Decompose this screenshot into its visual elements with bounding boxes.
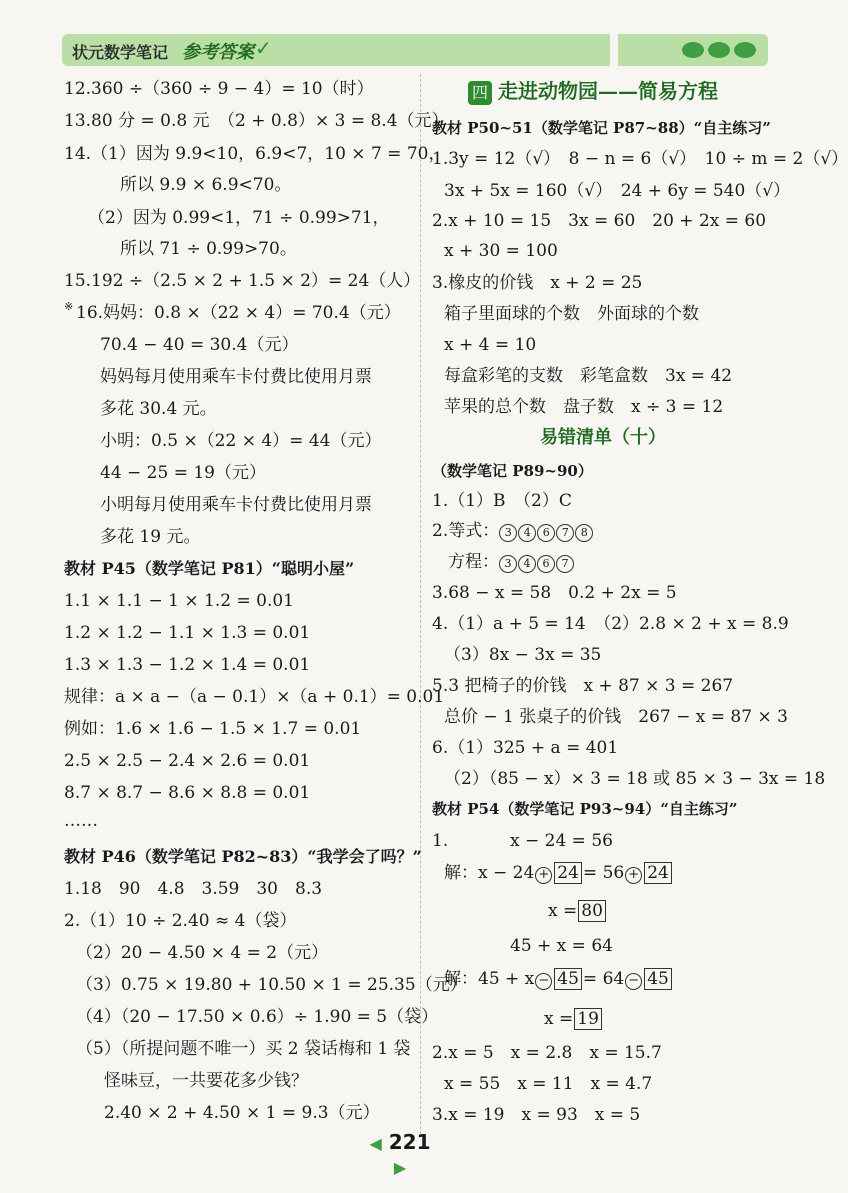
answer-line: x + 4 = 10 bbox=[444, 335, 537, 355]
boxed-number: 24 bbox=[554, 862, 582, 884]
circled-number: 8 bbox=[575, 524, 593, 542]
solution-step bbox=[444, 968, 673, 990]
equation: x − 24 = 56 bbox=[510, 831, 613, 851]
page-number-text: 221 bbox=[388, 1130, 431, 1154]
answer-14-1b: 所以 9.9 × 6.9<70。 bbox=[120, 175, 292, 195]
answer-line: 3.x = 19 x = 93 x = 5 bbox=[432, 1105, 641, 1125]
solution-text: 解：45 + x bbox=[444, 969, 535, 989]
answer-line: 5.3 把椅子的价钱 x + 87 × 3 = 267 bbox=[432, 676, 734, 696]
answer-line: 规律：a × a −（a − 0.1）×（a + 0.1）= 0.01 bbox=[64, 687, 445, 707]
section-heading: 教材 P45（数学笔记 P81）“聪明小屋” bbox=[64, 559, 355, 578]
section-heading: 教材 P46（数学笔记 P82~83）“我学会了吗？” bbox=[64, 847, 422, 866]
answer-16-f: 44 − 25 = 19（元） bbox=[100, 463, 266, 483]
answer-16-d: 多花 30.4 元。 bbox=[100, 399, 217, 419]
solution-result bbox=[544, 1008, 603, 1030]
answers-label: 参考答案 bbox=[182, 42, 254, 63]
solution-text: x = bbox=[544, 1009, 574, 1029]
answer-14-1: 14.（1）因为 9.9<10，6.9<7，10 × 7 = 70， bbox=[64, 144, 446, 164]
section-heading: 教材 P50~51（数学笔记 P87~88）“自主练习” bbox=[432, 119, 771, 137]
answer-line: 3.橡皮的价钱 x + 2 = 25 bbox=[432, 273, 643, 293]
dot-icon bbox=[708, 42, 730, 58]
circled-number: 6 bbox=[537, 524, 555, 542]
plus-icon: + bbox=[625, 867, 642, 884]
answer-line: 2.x = 5 x = 2.8 x = 15.7 bbox=[432, 1043, 662, 1063]
boxed-number: 45 bbox=[644, 968, 672, 990]
solution-step bbox=[444, 862, 673, 884]
answer-line: 2.5 × 2.5 − 2.4 × 2.6 = 0.01 bbox=[64, 751, 311, 771]
answer-line bbox=[432, 520, 594, 542]
answer-line bbox=[448, 551, 575, 573]
circled-number: 3 bbox=[499, 524, 517, 542]
answer-line: （2）（85 − x）× 3 = 18 或 85 × 3 − 3x = 18 bbox=[444, 769, 826, 789]
answer-line: 1.2 × 1.2 − 1.1 × 1.3 = 0.01 bbox=[64, 623, 311, 643]
answer-13: 13.80 分 = 0.8 元 （2 + 0.8）× 3 = 8.4（元） bbox=[64, 111, 449, 131]
answer-line: 怪味豆，一共要花多少钱？ bbox=[104, 1071, 308, 1091]
answer-14-2b: 所以 71 ÷ 0.99>70。 bbox=[120, 239, 297, 259]
plus-icon: + bbox=[535, 867, 552, 884]
answer-line: 2.x + 10 = 15 3x = 60 20 + 2x = 60 bbox=[432, 211, 767, 231]
answer-16-e: 小明：0.5 ×（22 × 4）= 44（元） bbox=[100, 431, 382, 451]
minus-icon: − bbox=[625, 973, 642, 990]
subsection-title: 易错清单（十） bbox=[540, 427, 666, 448]
answer-line: 6.（1）325 + a = 401 bbox=[432, 738, 619, 758]
answer-12: 12.360 ÷（360 ÷ 9 − 4）= 10（时） bbox=[64, 79, 374, 99]
answer-line: （3）8x − 3x = 35 bbox=[444, 645, 602, 665]
check-icon: ✓ bbox=[255, 36, 272, 60]
solution-text: 解：x − 24 bbox=[444, 863, 535, 883]
circled-number: 7 bbox=[556, 555, 574, 573]
section-number-badge: 四 bbox=[468, 81, 492, 105]
answer-14-2: （2）因为 0.99<1，71 ÷ 0.99>71， bbox=[88, 208, 390, 228]
answer-line: 1.1 × 1.1 − 1 × 1.2 = 0.01 bbox=[64, 591, 294, 611]
answer-label: 2.等式： bbox=[432, 521, 500, 541]
answer-line: 1.18 90 4.8 3.59 30 8.3 bbox=[64, 879, 323, 899]
answer-16-h: 多花 19 元。 bbox=[100, 527, 201, 547]
section-title bbox=[468, 78, 718, 106]
page-number bbox=[360, 1130, 440, 1178]
answer-line: 1.3y = 12（√） 8 − n = 6（√） 10 ÷ m = 2（√） bbox=[432, 149, 848, 169]
answer-line: （3）0.75 × 19.80 + 10.50 × 1 = 25.35（元） bbox=[76, 975, 467, 995]
answer-line: 1.（1）B （2）C bbox=[432, 491, 572, 511]
answer-line: 2.（1）10 ÷ 2.40 ≈ 4（袋） bbox=[64, 911, 297, 931]
answer-line: 3x + 5x = 160（√） 24 + 6y = 540（√） bbox=[444, 181, 791, 201]
answer-line: 每盒彩笔的支数 彩笔盒数 3x = 42 bbox=[444, 366, 733, 386]
boxed-number: 19 bbox=[574, 1008, 602, 1030]
solution-text: = 56 bbox=[582, 863, 625, 883]
answer-line: （2）20 − 4.50 × 4 = 2（元） bbox=[76, 943, 329, 963]
answer-line: …… bbox=[64, 811, 98, 831]
answer-line: 总价 − 1 张桌子的价钱 267 − x = 87 × 3 bbox=[444, 707, 788, 727]
section-title-text: 走进动物园——简易方程 bbox=[498, 79, 718, 103]
answer-line: 2.40 × 2 + 4.50 × 1 = 9.3（元） bbox=[104, 1103, 380, 1123]
answer-line: 例如：1.6 × 1.6 − 1.5 × 1.7 = 0.01 bbox=[64, 719, 362, 739]
answer-line: x + 30 = 100 bbox=[444, 241, 558, 261]
dot-icon bbox=[734, 42, 756, 58]
optional-mark: ※ bbox=[64, 300, 74, 313]
answer-line: （4）（20 − 17.50 × 0.6）÷ 1.90 = 5（袋） bbox=[76, 1007, 439, 1027]
section-heading: （数学笔记 P89~90） bbox=[432, 462, 593, 480]
dot-icon bbox=[682, 42, 704, 58]
minus-icon: − bbox=[535, 973, 552, 990]
answer-line: 苹果的总个数 盘子数 x ÷ 3 = 12 bbox=[444, 397, 724, 417]
circled-number: 6 bbox=[537, 555, 555, 573]
answer-line: （5）（所提问题不唯一）买 2 袋话梅和 1 袋 bbox=[76, 1039, 411, 1059]
next-arrow-icon: ▶ bbox=[393, 1158, 407, 1177]
section-heading: 教材 P54（数学笔记 P93~94）“自主练习” bbox=[432, 800, 738, 818]
answer-15: 15.192 ÷（2.5 × 2 + 1.5 × 2）= 24（人） bbox=[64, 271, 421, 291]
answer-16-g: 小明每月使用乘车卡付费比使用月票 bbox=[100, 495, 372, 515]
circled-number: 7 bbox=[556, 524, 574, 542]
answer-16: 16.妈妈：0.8 ×（22 × 4）= 70.4（元） bbox=[76, 303, 401, 323]
circled-number: 4 bbox=[518, 524, 536, 542]
equation: 45 + x = 64 bbox=[510, 936, 613, 956]
book-title: 状元数学笔记 bbox=[72, 43, 169, 62]
circled-number: 3 bbox=[499, 555, 517, 573]
answer-line: 4.（1）a + 5 = 14 （2）2.8 × 2 + x = 8.9 bbox=[432, 614, 789, 634]
answer-label: 方程： bbox=[448, 552, 499, 572]
solution-text: = 64 bbox=[582, 969, 625, 989]
solution-result bbox=[548, 900, 607, 922]
circled-number: 4 bbox=[518, 555, 536, 573]
boxed-number: 45 bbox=[554, 968, 582, 990]
prev-arrow-icon: ◀ bbox=[369, 1134, 382, 1153]
answer-line: 箱子里面球的个数 外面球的个数 bbox=[444, 304, 699, 324]
boxed-number: 80 bbox=[578, 900, 606, 922]
boxed-number: 24 bbox=[644, 862, 672, 884]
answer-16-b: 70.4 − 40 = 30.4（元） bbox=[100, 335, 299, 355]
problem-number: 1. bbox=[432, 831, 449, 851]
solution-text: x = bbox=[548, 901, 578, 921]
answer-line: 1.3 × 1.3 − 1.2 × 1.4 = 0.01 bbox=[64, 655, 311, 675]
answer-16-c: 妈妈每月使用乘车卡付费比使用月票 bbox=[100, 367, 372, 387]
answer-line: 8.7 × 8.7 − 8.6 × 8.8 = 0.01 bbox=[64, 783, 311, 803]
answer-line: 3.68 − x = 58 0.2 + 2x = 5 bbox=[432, 583, 677, 603]
answer-line: x = 55 x = 11 x = 4.7 bbox=[444, 1074, 653, 1094]
